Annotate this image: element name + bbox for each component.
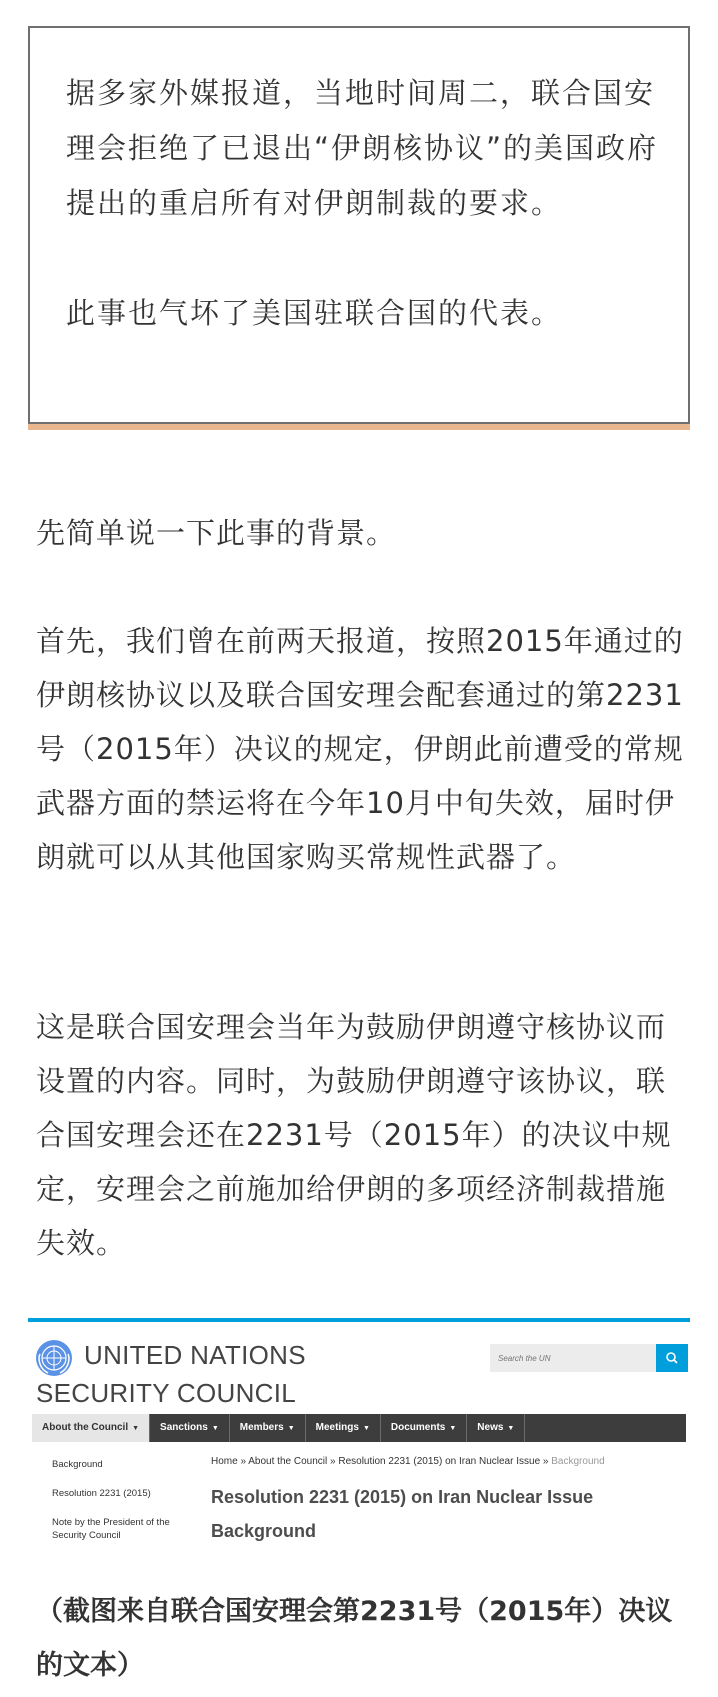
nav-about-the-council[interactable] (32, 1414, 150, 1442)
breadcrumb-resolution[interactable]: Resolution 2231 (2015) on Iran Nuclear Issue (338, 1456, 541, 1467)
nav-documents[interactable] (381, 1414, 467, 1442)
page-title-line-2: Background (211, 1521, 317, 1541)
quote-box-shadow (28, 424, 690, 430)
un-sidebar (52, 1458, 172, 1558)
breadcrumb-separator: » (330, 1456, 336, 1467)
un-website-screenshot (28, 1318, 690, 1567)
breadcrumb (211, 1456, 681, 1467)
breadcrumb-about-the-council[interactable]: About the Council (248, 1456, 328, 1467)
un-site-title[interactable]: UNITED NATIONS SECURITY COUNCIL (36, 1340, 306, 1408)
breadcrumb-separator: » (542, 1456, 549, 1467)
un-search (490, 1344, 688, 1372)
body-paragraph-2: 首先，我们曾在前两天报道，按照2015年通过的伊朗核协议以及联合国安理会配套通过的第2231号（2015年）决议的规定，伊朗此前遭受的常规武器方面的禁运将在今年10月中旬失效，届时伊朗就可以从其他国家购买常规性武器了。 (36, 624, 684, 874)
un-search-button[interactable] (656, 1344, 688, 1372)
sidebar-item-background[interactable]: Background (52, 1459, 103, 1470)
page-title-line-1: Resolution 2231 (2015) on Iran Nuclear Issue (211, 1487, 594, 1507)
nav-news[interactable] (467, 1414, 525, 1442)
search-icon (656, 1344, 688, 1372)
body-paragraph-3: 这是联合国安理会当年为鼓励伊朗遵守核协议而设置的内容。同时，为鼓励伊朗遵守该协议，联合国安理会还在2231号（2015年）的决议中规定，安理会之前施加给伊朗的多项经济制裁措施失效。 (36, 1010, 672, 1260)
page-title (211, 1480, 681, 1548)
caret-down-icon: ▼ (287, 1425, 295, 1432)
body-paragraph-1: 先简单说一下此事的背景。 (36, 516, 397, 550)
sidebar-item-resolution-2231[interactable]: Resolution 2231 (2015) (52, 1488, 151, 1499)
nav-members[interactable] (230, 1414, 306, 1442)
quote-paragraph-2: 此事也气坏了美国驻联合国的代表。 (66, 296, 563, 330)
caret-down-icon: ▼ (362, 1425, 370, 1432)
un-main-nav (32, 1414, 686, 1442)
nav-label: About the Council (42, 1422, 129, 1433)
caret-down-icon: ▼ (211, 1425, 219, 1432)
nav-label: News (477, 1422, 504, 1433)
sidebar-item-note-by-president[interactable]: Note by the President of the Security Council (52, 1517, 170, 1541)
image-caption: （截图来自联合国安理会第2231号（2015年）决议的文本） (36, 1596, 673, 1681)
nav-meetings[interactable] (306, 1414, 381, 1442)
nav-label: Documents (390, 1422, 446, 1433)
caret-down-icon: ▼ (449, 1425, 457, 1432)
breadcrumb-separator: » (240, 1456, 247, 1467)
quote-paragraph-1: 据多家外媒报道，当地时间周二，联合国安理会拒绝了已退出“伊朗核协议”的美国政府提出的重启所有对伊朗制裁的要求。 (66, 76, 659, 220)
caret-down-icon: ▼ (132, 1425, 140, 1432)
caret-down-icon: ▼ (507, 1425, 515, 1432)
quote-text (66, 66, 666, 341)
nav-label: Members (239, 1422, 284, 1433)
un-search-input[interactable] (490, 1344, 656, 1372)
nav-sanctions[interactable] (150, 1414, 230, 1442)
breadcrumb-home[interactable]: Home (211, 1456, 238, 1467)
nav-label: Meetings (315, 1422, 359, 1433)
nav-label: Sanctions (160, 1422, 208, 1433)
breadcrumb-current: Background (551, 1456, 605, 1467)
